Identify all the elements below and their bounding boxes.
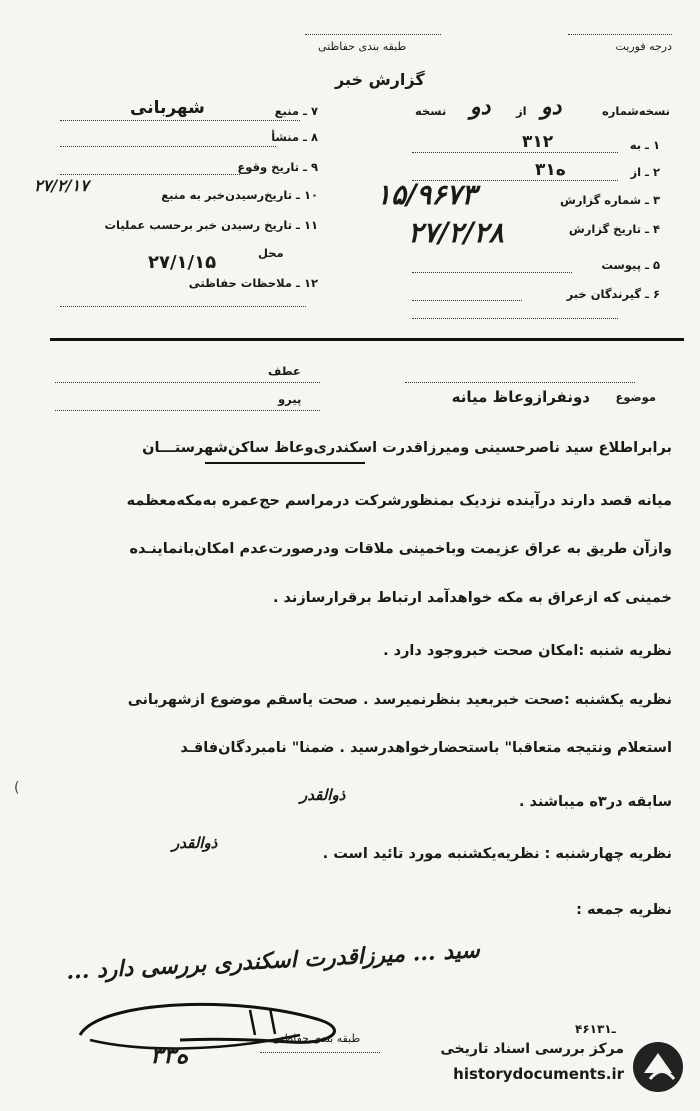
subject-dots-top bbox=[405, 382, 635, 383]
row6-dots bbox=[412, 300, 522, 301]
copies-value: دو bbox=[541, 94, 562, 120]
watermark-site: historydocuments.ir bbox=[453, 1065, 624, 1083]
body-line-2: میانه قصد دارند درآینده نزدیک بمنظورشرکت درمراسم حج‌عمره به‌مکه‌معظمه bbox=[126, 493, 672, 509]
row11-label: ۱۱ ـ تاریخ رسیدن خبر برحسب عملیات bbox=[104, 218, 318, 232]
row7-value: شهربانی bbox=[130, 98, 205, 118]
footer-code: ۴۶ـ۱۳۱ bbox=[575, 1022, 616, 1036]
subject-label: موضوع bbox=[615, 390, 656, 404]
opinion-sunday-3: سابقه در۳ه میباشند . bbox=[518, 794, 672, 810]
urgency-label: درجه فوریت bbox=[615, 40, 672, 53]
body-line-3: وازآن طریق به عراق عزیمت وباخمینی ملاقات ودرصورت‌عدم امکان‌بانماینـده bbox=[129, 541, 672, 557]
underline-mark bbox=[205, 462, 365, 464]
row4-label: ۴ ـ تاریخ گزارش bbox=[568, 222, 660, 236]
row3-label: ۳ ـ شماره گزارش bbox=[560, 193, 660, 207]
subject-value: دونفرازوعاظ میانه bbox=[451, 388, 590, 406]
row1-value: ۳۱۲ bbox=[522, 132, 554, 152]
row11-sub: محل bbox=[258, 246, 284, 260]
opinion-sunday-2: استعلام ونتیجه متعاقبا" باستحضارخواهدرسید . ضمنا" نامبردگان‌فاقـد bbox=[180, 740, 672, 756]
archive-logo-icon bbox=[630, 1039, 686, 1095]
row8-label: ۸ ـ منشأ bbox=[271, 130, 318, 144]
row7-dots bbox=[60, 120, 300, 121]
row9-dots bbox=[60, 174, 240, 175]
report-title: گزارش خبر bbox=[335, 70, 425, 89]
row5-label: ۵ ـ پیوست bbox=[601, 258, 660, 272]
watermark bbox=[400, 1031, 690, 1103]
row9-label: ۹ ـ تاریخ وقوع bbox=[237, 160, 318, 174]
signature-scribble bbox=[60, 990, 360, 1070]
row12-dots bbox=[60, 306, 306, 307]
margin-bracket: ( bbox=[14, 780, 20, 796]
row2-value: ۳ه۱ bbox=[535, 160, 566, 180]
row12-label: ۱۲ ـ ملاحظات حفاظتی bbox=[188, 276, 318, 290]
peyro-label: پیرو bbox=[278, 392, 302, 406]
row2-label: ۲ ـ از bbox=[630, 165, 660, 179]
opinion-saturday: نظریه شنبه :امکان صحت خبروجود دارد . bbox=[383, 643, 672, 659]
opinion-sunday-1: نظریه یکشنبه :صحت خبربعید بنظرنمیرسد . صحت یاسقم موضوع ازشهربانی bbox=[127, 692, 672, 708]
opinion-friday: نظریه جمعه : bbox=[576, 902, 672, 918]
copies-total: دو bbox=[470, 94, 491, 120]
row1-dots bbox=[412, 152, 618, 153]
classification-label: طبقه بندی حفاظتی bbox=[318, 40, 407, 53]
row4-value: ۲۷/۲/۲۸ bbox=[408, 216, 504, 249]
row10-value: ۲۷/۲/۱۷ bbox=[34, 176, 89, 195]
row5-dots bbox=[412, 272, 572, 273]
peyro-dots bbox=[55, 410, 320, 411]
classification-top-dots bbox=[305, 34, 441, 35]
body-line-1-text: برابراطلاع سید ناصرحسینی ومیرزاقدرت اسکندری‌وعاظ ساکن‌شهرستـــان bbox=[142, 440, 672, 456]
row6-dots-2 bbox=[412, 318, 618, 319]
urgency-dots bbox=[568, 34, 672, 35]
footer-classification: طبقه بندی حفاظتی bbox=[272, 1032, 361, 1045]
opinion-wednesday-sign: ذوالقدر bbox=[172, 834, 218, 852]
copies-label: نسخه‌شماره bbox=[601, 104, 670, 118]
row11-value: ۲۷/۱/۱۵ bbox=[148, 252, 217, 273]
copies-of: از bbox=[516, 104, 527, 118]
body-line-4: خمینی که ازعراق به مکه خواهدآمد ارتباط برقرارسازند . bbox=[272, 590, 672, 606]
row1-label: ۱ ـ به bbox=[629, 138, 660, 152]
opinion-sunday-sign: ذوالقدر bbox=[300, 786, 346, 804]
copies-suffix: نسخه bbox=[415, 104, 447, 118]
opinion-wednesday: نظریه چهارشنبه : نظریه‌یکشنبه مورد تائید است . bbox=[322, 846, 672, 862]
atf-label: عطف bbox=[268, 364, 301, 378]
footer-hand: ۳ه۳ bbox=[150, 1040, 189, 1069]
watermark-center-name: مرکز بررسی اسناد تاریخی bbox=[440, 1041, 624, 1057]
footer-dots bbox=[260, 1052, 380, 1053]
atf-dots bbox=[55, 382, 320, 383]
header-separator bbox=[50, 338, 684, 341]
body-line-1 bbox=[32, 440, 672, 456]
handwritten-note: سید ... میرزاقدرت اسکندری بررسی دارد ... bbox=[65, 937, 481, 985]
row7-label: ۷ ـ منبع bbox=[274, 104, 318, 118]
row8-dots bbox=[60, 146, 276, 147]
row10-label: ۱۰ ـ تاریخ‌رسیدن‌خبر به منبع bbox=[161, 188, 318, 202]
row3-value: ۱۵/۹۶۷۳ bbox=[376, 178, 477, 211]
row6-label: ۶ ـ گیرندگان خبر bbox=[566, 287, 660, 301]
